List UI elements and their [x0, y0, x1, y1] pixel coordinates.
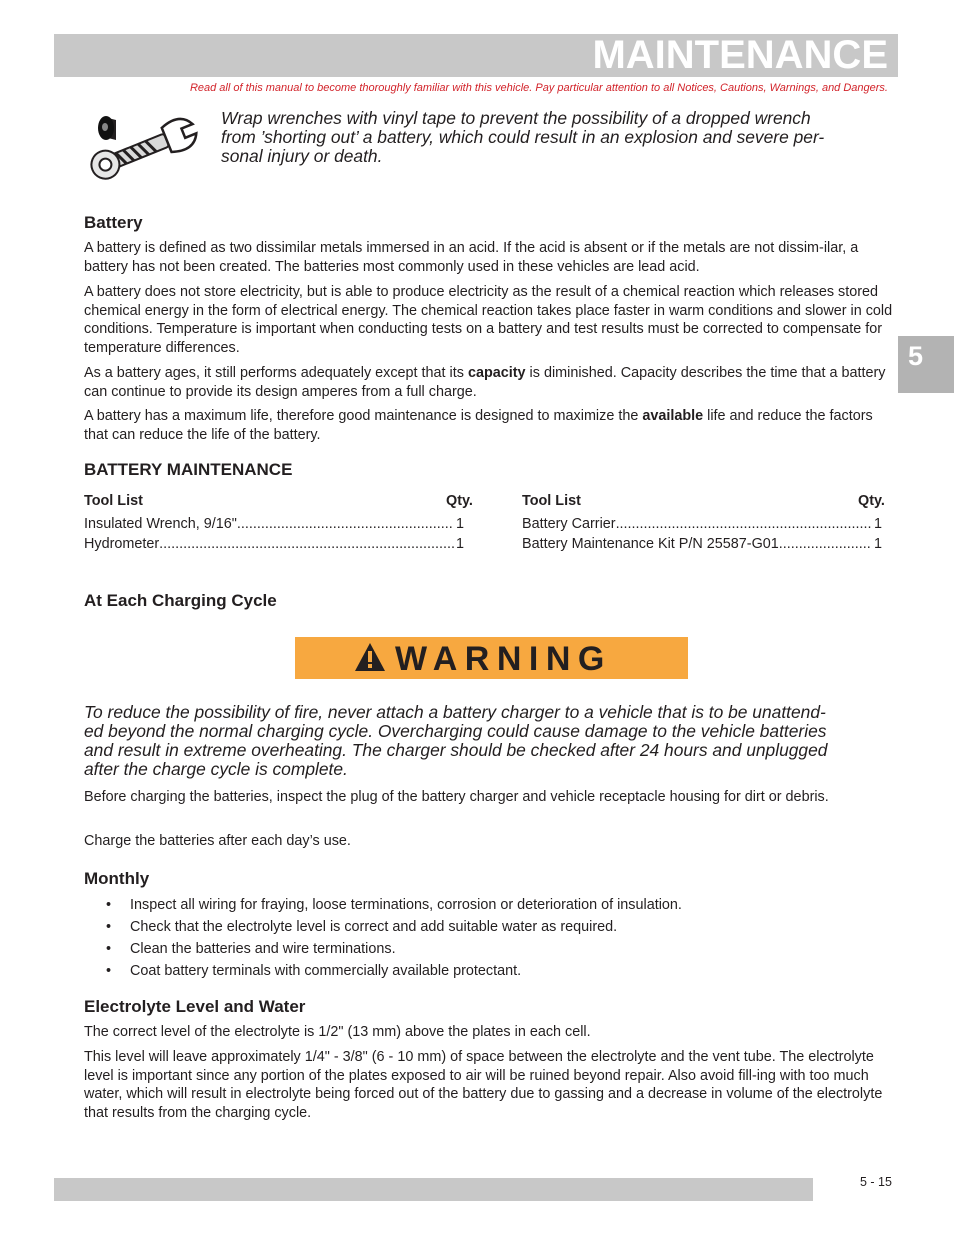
fire-warning-line: To reduce the possibility of fire, never attach a battery charger to a vehicle that is to be unattend-: [84, 702, 826, 722]
wrench-warning-line: from ’shorting out’ a battery, which could result in an explosion and severe per-: [221, 127, 825, 147]
safety-notice: Read all of this manual to become thoroughly familiar with this vehicle. Pay particular attention to all Notices, Cautions, Warnings, and Dangers.: [189, 82, 888, 94]
tool-row: Hydrometer ..... 1: [84, 536, 464, 552]
electrolyte-paragraph: This level will leave approximately 1/4" - 3/8" (6 - 10 mm) of space between the electrolyte and the vent tube. The electrolyte level is important since any portion of the plates exposed to air will be ruined beyond repair. Also avoid fill-ing with too much water, which will result in electrolyte being forced out of the battery due to gassing and a decrease in volume of the electrolyte that results from the charging cycle.: [84, 1049, 883, 1121]
qty-header: Qty.: [446, 493, 473, 509]
charging-cycle-heading: At Each Charging Cycle: [84, 591, 277, 610]
header-bar: [54, 34, 898, 77]
tool-row: Battery Carrier ..... 1: [522, 516, 882, 532]
qty-header: Qty.: [858, 493, 885, 509]
fire-warning-line: after the charge cycle is complete.: [84, 759, 348, 779]
wrench-icon: [86, 110, 202, 186]
page-title: MAINTENANCE: [592, 33, 888, 77]
battery-paragraph: A battery does not store electricity, but is able to produce electricity as the result of a chemical reaction which releases stored chemical energy in the form of electrical energy. The chemical reaction takes place faster in warm conditions and slower in cold conditions. Temperature is important when conducting tests on a battery and test results must be corrected to compensate for temperature differences.: [84, 284, 893, 356]
fire-warning-line: and result in extreme overheating. The charger should be checked after 24 hours and unplugged: [84, 740, 828, 760]
charging-paragraph: Before charging the batteries, inspect the plug of the battery charger and vehicle receptacle housing for dirt or debris.: [84, 789, 829, 805]
wrench-warning-line: Wrap wrenches with vinyl tape to prevent the possibility of a dropped wrench: [221, 108, 811, 128]
warning-label: WARNING: [395, 640, 612, 678]
page-number: 5 - 15: [860, 1175, 892, 1189]
list-item: • Inspect all wiring for fraying, loose terminations, corrosion or deterioration of insulation.: [106, 897, 682, 913]
tool-list-header: Tool List: [522, 493, 581, 509]
battery-paragraph: A battery is defined as two dissimilar metals immersed in an acid. If the acid is absent or if the metals are not dissim-ilar, a battery has not been created. The batteries most commonly used in these vehicles are lead acid.: [84, 240, 859, 275]
chapter-tab: [898, 336, 954, 393]
wrench-warning-line: sonal injury or death.: [221, 146, 383, 166]
list-item: • Clean the batteries and wire terminations.: [106, 941, 396, 957]
charging-paragraph: Charge the batteries after each day’s use.: [84, 833, 351, 849]
battery-heading: Battery: [84, 213, 143, 232]
fire-warning-text: [84, 703, 902, 779]
fire-warning-line: ed beyond the normal charging cycle. Overcharging could cause damage to the vehicle batteries: [84, 721, 827, 741]
battery-maintenance-heading: BATTERY MAINTENANCE: [84, 460, 293, 479]
available-term: available: [642, 408, 704, 424]
tool-row: Insulated Wrench, 9/16" ..... 1: [84, 516, 464, 532]
warning-banner: [295, 637, 688, 679]
tool-list-header: Tool List: [84, 493, 143, 509]
list-item: • Check that the electrolyte level is correct and add suitable water as required.: [106, 919, 618, 935]
list-item: • Coat battery terminals with commercially available protectant.: [106, 963, 522, 979]
tool-row: Battery Maintenance Kit P/N 25587-G01 ..... 1: [522, 536, 882, 552]
battery-capacity-paragraph: As a battery ages, it still performs adequately except that its capacity is diminished. Capacity describes the time that a battery can continue to provide its design amperes from a full charge.: [84, 365, 886, 400]
warning-triangle-icon: [353, 641, 387, 673]
electrolyte-paragraph: The correct level of the electrolyte is 1/2" (13 mm) above the plates in each cell.: [84, 1024, 591, 1040]
monthly-heading: Monthly: [84, 869, 150, 888]
capacity-term: capacity: [467, 365, 526, 381]
chapter-number: 5: [908, 341, 924, 371]
wrench-tape-warning: [221, 109, 901, 166]
battery-life-paragraph: A battery has a maximum life, therefore good maintenance is designed to maximize the available life and reduce the factors that can reduce the life of the battery.: [84, 408, 873, 443]
electrolyte-heading: Electrolyte Level and Water: [84, 997, 306, 1016]
footer-bar: [54, 1178, 813, 1201]
monthly-list: [84, 894, 900, 982]
